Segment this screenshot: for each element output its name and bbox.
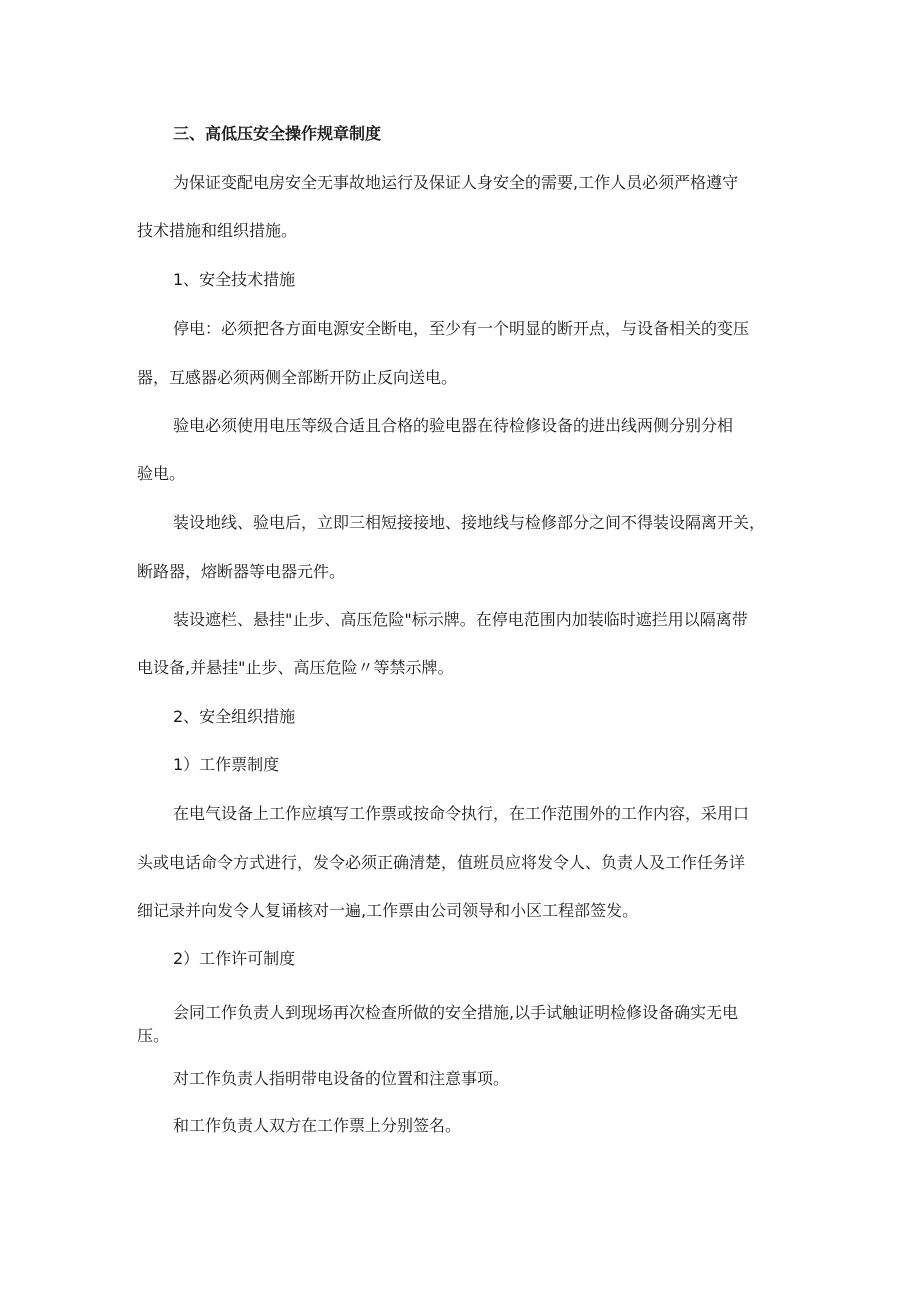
page-heading: 三、高低压安全操作规章制度 [173,124,382,143]
power-off-line-2: 器，互感器必须两侧全部断开防止反向送电。 [137,368,458,387]
intro-line-1: 为保证变配电房安全无事故地运行及保证人身安全的需要,工作人员必须严格遵守 [173,173,739,192]
grounding-line-1: 装设地线、验电后，立即三相短接接地、接地线与检修部分之间不得装设隔离开关， [173,513,766,532]
work-ticket-line-3: 细记录并向发令人复诵核对一遍,工作票由公司领导和小区工程部签发。 [137,901,639,920]
barrier-line-1: 装设遮栏、悬挂"止步、高压危险"标示牌。在停电范围内加装临时遮拦用以隔离带 [173,610,748,629]
grounding-line-2: 断路器，熔断器等电器元件。 [137,562,346,581]
work-ticket-line-1: 在电气设备上工作应填写工作票或按命令执行，在工作范围外的工作内容，采用口 [173,804,750,823]
power-off-line-1: 停电：必须把各方面电源安全断电，至少有一个明显的断开点，与设备相关的变压 [173,319,750,338]
intro-line-2: 技术措施和组织措施。 [137,221,298,240]
permit-check-line-2: 压。 [137,1026,170,1045]
permit-sign-line: 和工作负责人双方在工作票上分别签名。 [173,1116,462,1135]
work-permit-title: 2）工作许可制度 [173,949,296,968]
work-ticket-line-2: 头或电话命令方式进行，发令必须正确清楚，值班员应将发令人、负责人及工作任务详 [137,853,746,872]
work-ticket-title: 1）工作票制度 [173,755,280,774]
section-2-title: 2、安全组织措施 [173,707,296,726]
section-1-title: 1、安全技术措施 [173,270,296,289]
voltage-test-line-2: 验电。 [137,464,186,483]
permit-point-out-line: 对工作负责人指明带电设备的位置和注意事项。 [173,1069,510,1088]
permit-check-line-1: 会同工作负责人到现场再次检查所做的安全措施,以手试触证明检修设备确实无电 [173,1003,739,1022]
voltage-test-line-1: 验电必须使用电压等级合适且合格的验电器在待检修设备的进出线两侧分别分相 [173,416,734,435]
barrier-line-2: 电设备,并悬挂"止步、高压危险〃等禁示牌。 [137,658,454,677]
